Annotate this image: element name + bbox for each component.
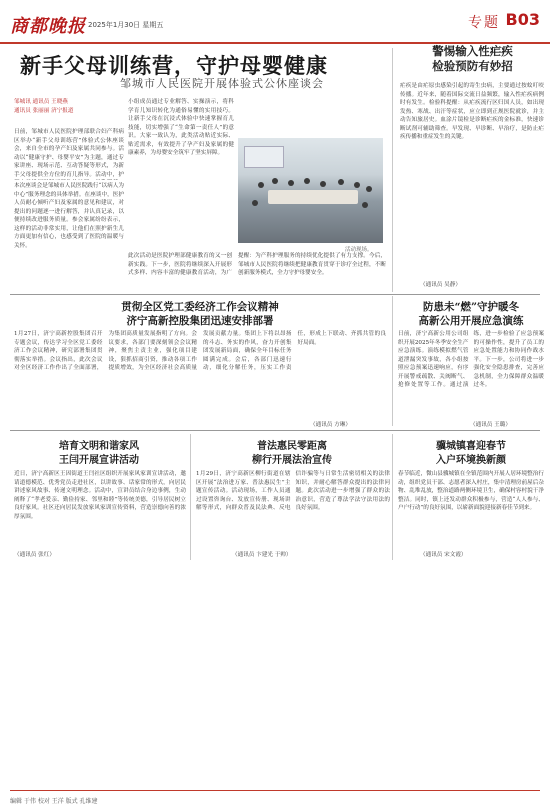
- photo-caption: 活动现场。: [345, 247, 373, 253]
- photo-screen: [244, 146, 284, 168]
- column-divider: [392, 48, 393, 292]
- s2-sign: （通讯员 方琳）: [310, 422, 351, 428]
- s4-sign: （通讯员 张红）: [14, 552, 55, 558]
- lead-photo: [238, 138, 383, 243]
- photo-table: [268, 190, 358, 204]
- masthead: [0, 0, 550, 44]
- column-divider-4: [392, 434, 393, 560]
- s5-headline: 普法惠民零距离 柳行开展法治宣传: [252, 441, 332, 466]
- lead-byline: 邹城讯 通讯员 王晓燕 通讯员 张丽丽 济宁报道: [14, 99, 74, 114]
- right-top-body: 疟疾是由疟原虫感染引起的寄生虫病，主要通过按蚊叮咬传播。近年来，随着国际交流日益频繁，输入性疟疾病例时有发生。检验科提醒：从疟疾流行区归国人员，如出现发热、寒战、出汗等症状，应立即到正规医院就诊，并主动告知旅居史。血涂片镜检是诊断疟疾的金标准，快速诊断试剂可辅助筛查。早发现、早诊断、早治疗，是防止疟疾传播和重症发生的关键。: [400, 83, 544, 140]
- s2-body: 1月27日，济宁高新控股集团召开专题会议，传达学习全区党工委经济工作会议精神，研究部署集团贯彻落实举措。会议指出，此次会议对全区经济工作作出了全面部署，为集团高质量发展指明了方向。会议要求，各部门要深刻领会会议精神，聚焦主责主业，强化项目建设，狠抓招商引资，推动各项工作提质增效，为全区经济社会高质量发展贡献力量。集团上下将以昂扬的斗志、务实的作风，奋力开创集团发展新局面，确保全年目标任务圆满完成。会后，各部门迅速行动，细化分解任务，压实工作责任，形成上下联动、齐抓共管的良好局面。: [14, 331, 386, 371]
- lead-col5: 提醒：为产科护理服务的持续优化提供了有力支撑。今后，邹城市人民医院将继续把健康教育贯穿于诊疗全过程，不断创新服务模式，全力守护母婴安全。: [238, 253, 386, 276]
- s3-headline: 防患未“燃”守护暖冬 高新公用开展应急演练: [418, 301, 524, 327]
- page-footer: 编辑 于伟 校对 王洋 版式 孔维建: [10, 798, 98, 805]
- divider-row2: [10, 430, 540, 431]
- column-divider-3: [190, 434, 191, 560]
- footer-rule: [10, 790, 540, 791]
- right-top-headline: 警惕输入性疟疾 检验预防有妙招: [432, 44, 513, 73]
- s4-body: 近日，济宁高新区王因街道王闫社区组织开展家风家训宣讲活动，邀请道德模范、优秀党员走进社区，以讲故事、话家常的形式，向居民讲述家风故事、传递文明理念。活动中，宣讲员结合身边事例，生动阐释了“孝老爱亲、勤俭持家、邻里和睦”等传统美德，引导居民树立良好家风。社区还向居民发放家风家训宣传资料，营造崇德向善的浓厚氛围。: [14, 471, 186, 520]
- lead-col1: 日前，邹城市人民医院护理部联合妇产科病区举办“新手父母训练营”体验式公休座谈会，来自全市的孕产妇及家属共同参与。活动以“健康守护、母婴平安”为主题，通过专家讲座、现场示范、互动答疑等形式，为新手父母提供全方位的育儿指导。活动中，护: [14, 129, 124, 178]
- divider-row1: [10, 294, 540, 295]
- right-top-sign: （通讯员 吴静）: [420, 282, 461, 288]
- s5-body: 1月29日，济宁高新区柳行街道在辖区开展“法治进万家、普法惠民生”主题宣传活动。活动现场，工作人员通过设置咨询台、发放宣传册、现场讲解等形式，向群众普及民法典、反电信诈骗等与日常生活密切相关的法律知识，并耐心解答群众提出的法律问题。此次活动进一步增强了群众的法治意识，营造了尊法学法守法用法的良好氛围。: [196, 471, 390, 511]
- s6-body: 春节临近，微山县骥城镇在全镇范围内开展人居环境整治行动，组织党员干部、志愿者深入村庄，集中清理房前屋后杂物、乱堆乱放，整治道路两侧环境卫生，确保村容村貌干净整洁。同时，镇上还发动群众积极参与，营造“人人参与、户户行动”的良好氛围，以崭新面貌迎接新春佳节到来。: [398, 471, 544, 511]
- lead-subheadline: 邹城市人民医院开展体验式公休座谈会: [120, 77, 324, 90]
- page-number: B03: [505, 10, 540, 29]
- lead-col3: 小组成员通过专业解答、实操演示，将科学育儿知识转化为通俗易懂的实用技巧。让新手父母在沉浸式体验中快速掌握育儿技能，切实增强了“生命第一责任人”的意识。大家一致认为，此类活动贴近实际、贴近需求，有效提升了孕产妇及家属的健康素养，为母婴安全筑牢了坚实屏障。: [128, 99, 234, 156]
- lead-col2: 本次座谈会是邹城市人民医院践行“以病人为中心”服务理念的具体举措。在座谈中，医护人员耐心倾听产妇及家属的意见和建议，对提出的问题逐一进行解答，并认真记录，以便持续改进服务质量。参会家属纷纷表示，这样的活动非常实用，让他们在照护新生儿方面更加有信心，也感受到了医院的温暖与关怀。: [14, 183, 124, 248]
- s6-headline: 骥城镇喜迎春节 入户环境换新颜: [436, 441, 506, 466]
- s3-sign: （通讯员 王璐）: [470, 422, 511, 428]
- section-name: 专题: [468, 15, 500, 31]
- s5-sign: （通讯员 卞建光 于帅）: [232, 552, 292, 558]
- s3-body: 日前，济宁高新公用公司组织开展2025年冬季安全生产应急演练。演练模拟燃气管道泄漏突发事故，各小组按照应急预案迅速响应，有序开展警戒疏散、关阀断气、抢修处置等工作。通过演练，进一步检验了应急预案的可操作性，提升了员工的应急处置能力和协同作战水平。下一步，公司将进一步强化安全隐患排查，完善应急机制，全力保障群众温暖过冬。: [398, 331, 544, 388]
- s4-headline: 培育文明和谐家风 王闫开展宣讲活动: [59, 441, 139, 466]
- column-divider-2: [392, 296, 393, 426]
- newspaper-logo: 商都晚报: [10, 16, 86, 37]
- lead-headline: 新手父母训练营，守护母婴健康: [20, 53, 328, 78]
- lead-col4: 此次活动是医院护理部健康教育的又一创新实践。下一步，医院将继续深入开展形式多样、内容丰富的健康教育活动，为广: [128, 253, 232, 276]
- s2-headline: 贯彻全区党工委经济工作会议精神 济宁高新控股集团迅速安排部署: [121, 301, 279, 327]
- issue-date: 2025年1月30日 星期五: [88, 21, 164, 29]
- s6-sign: （通讯员 宋文霞）: [420, 552, 467, 558]
